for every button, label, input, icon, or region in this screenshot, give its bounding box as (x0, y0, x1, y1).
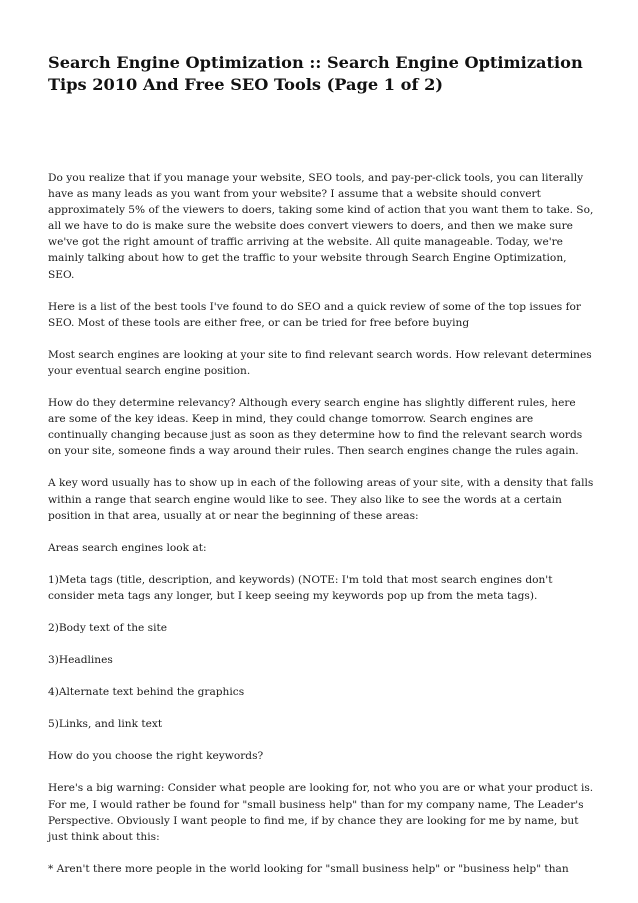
paragraph-areas-heading: Areas search engines look at: (48, 541, 207, 554)
paragraph-bullet: * Aren't there more people in the world looking for "small business help" or "business help" than (48, 862, 569, 875)
paragraph-warning: Here's a big warning: Consider what people are looking for, not who you are or what your product is. For me, I would rather be found for "small business help" than for my company name, The Leader's Perspective. Obviously I want people to find me, if by chance they are looking for me by name, but just think about this: (48, 782, 594, 843)
paragraph-determine-relevancy: How do they determine relevancy? Although every search engine has slightly different rules, here are some of the key ideas. Keep in mind, they could change tomorrow. Search engines are continually changing because just as soon as they determine how to find the relevant search words on your site, someone finds a way around their rules. Then search engines change the rules again. (48, 397, 583, 458)
list-item-meta-tags: 1)Meta tags (title, description, and keywords) (NOTE: I'm told that most search engines don't consider meta tags any longer, but I keep seeing my keywords pop up from the meta tags). (48, 573, 553, 602)
document-body (48, 170, 596, 877)
paragraph-relevance: Most search engines are looking at your site to find relevant search words. How relevant determines your eventual search engine position. (48, 348, 592, 377)
list-item-links: 5)Links, and link text (48, 718, 163, 731)
paragraph-keywords-question: How do you choose the right keywords? (48, 750, 264, 763)
paragraph-keyword-density: A key word usually has to show up in each of the following areas of your site, with a density that falls within a range that search engine would like to see. They also like to see the words at a certain position in that area, usually at or near the beginning of these areas: (48, 477, 594, 522)
paragraph-intro: Do you realize that if you manage your website, SEO tools, and pay-per-click tools, you can literally have as many leads as you want from your website? I assume that a website should convert approximately 5% of the viewers to doers, taking some kind of action that you want them to take. So, all we have to do is make sure the website does convert viewers to doers, and then we make sure we've got the right amount of traffic arriving at the website. All quite manageable. Today, we're mainly talking about how to get the traffic to your website through Search Engine Optimization, SEO. (48, 172, 594, 281)
document-page (48, 52, 596, 893)
page-title: Search Engine Optimization :: Search Engine Optimization Tips 2010 And Free SEO Tools (Page 1 of 2) (48, 53, 583, 94)
list-item-headlines: 3)Headlines (48, 654, 113, 667)
list-item-alt-text: 4)Alternate text behind the graphics (48, 686, 245, 699)
paragraph-tools: Here is a list of the best tools I've found to do SEO and a quick review of some of the top issues for SEO. Most of these tools are either free, or can be tried for free before buying (48, 300, 581, 329)
list-item-body-text: 2)Body text of the site (48, 621, 168, 634)
